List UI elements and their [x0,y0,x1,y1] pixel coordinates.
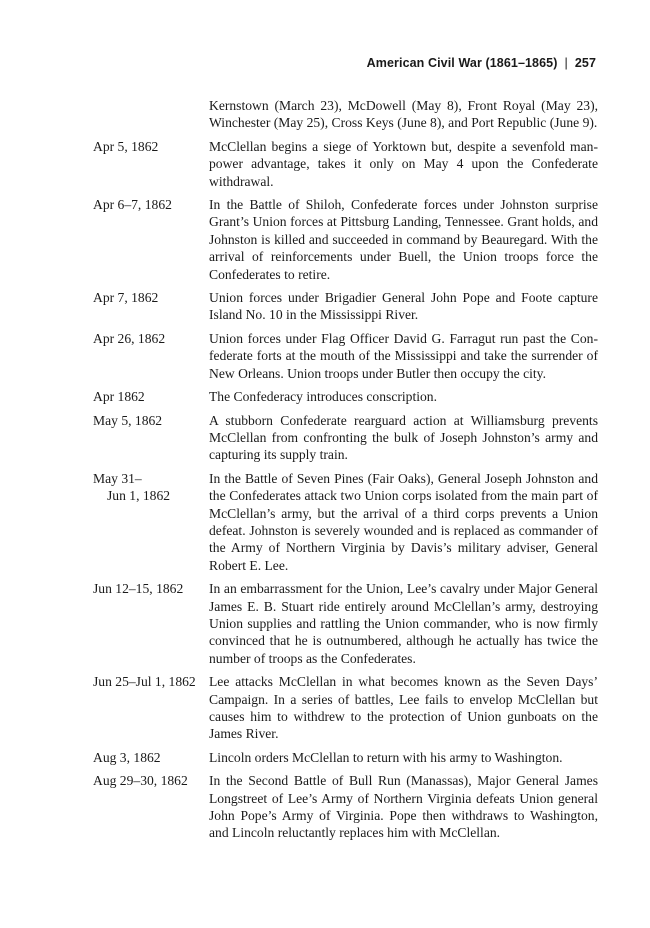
chronology-entry [93,749,598,766]
chronology-list [93,97,598,848]
entry-date-line: Aug 29–30, 1862 [93,773,188,789]
entry-description: Lee attacks McClellan in what becomes known as the Seven Days’ Campaign. In a series of battles, Lee fails to envelop McClellan but causes him to withdrew to the protection of Union gunboats on the James River. [209,674,598,742]
header-separator: | [564,56,568,70]
entry-date [93,470,209,574]
entry-date-line: Aug 3, 1862 [93,749,161,765]
chronology-entry [93,470,598,574]
entries-container [93,138,598,842]
entry-description: Union forces under Brigadier General John Pope and Foote capture Island No. 10 in the Mississippi River. [209,290,598,323]
entry-date [93,580,209,667]
entry-description: Lincoln orders McClellan to return with his army to Washington. [209,749,563,765]
chronology-entry [93,772,598,842]
chronology-entry [93,196,598,283]
entry-date-line: Jun 1, 1862 [107,488,171,504]
entry-date-line: Apr 26, 1862 [93,330,166,346]
chronology-entry [93,138,598,190]
entry-date [93,388,209,405]
entry-description: In the Battle of Shiloh, Confederate forces under Johnston surprise Grant’s Union forces at Pittsburg Landing, Tennessee. Grant holds, and Johnston is killed and succeeded in command by Beauregard. With the arrival of reinforcements under Buell, the Union troops force the Confederates to retire. [209,197,598,282]
entry-description: A stubborn Confederate rearguard action at Williamsburg prevents McClellan from confronting the bulk of Joseph Johnston’s army and capturing its supply train. [209,412,598,463]
entry-description: Union forces under Flag Officer David G. Farragut run past the Confederate forts at the mouth of the Mississippi and take the surrender of New Orleans. Union troops under Butler then occupy the city. [209,330,598,381]
entry-date-line: May 31– [93,470,142,486]
entry-date-line: Apr 5, 1862 [93,138,159,154]
entry-date [93,412,209,464]
entry-date [93,673,209,743]
entry-description: In the Second Battle of Bull Run (Manassas), Major General James Longstreet of Lee’s Army of Northern Virginia defeats Union general John Pope’s Army of Virginia. Pope then withdraws to Washington, and Lincoln reluctantly replaces him with McClellan. [209,773,598,841]
entry-date [93,772,209,842]
running-head [367,56,596,70]
chronology-entry [93,289,598,324]
continuation-text: Kernstown (March 23), McDowell (May 8), Front Royal (May 23), Winchester (May 25), Cross Keys (June 8), and Port Republic (June 9). [209,98,598,131]
chronology-entry [93,330,598,382]
chronology-entry [93,412,598,464]
entry-description: In an embarrassment for the Union, Lee’s cavalry under Major General James E. B. Stuart ride entirely around McClellan’s army, destroying Union supplies and rattling the Union commander, who is now firmly convinced that he is outnumbered, although he actually has twice the number of troops as the Confederates. [209,581,598,666]
chronology-entry [93,388,598,405]
entry-description: McClellan begins a siege of Yorktown but, despite a sevenfold manpower advantage, takes it only on May 4 upon the Confederate withdrawal. [209,138,598,189]
entry-description: In the Battle of Seven Pines (Fair Oaks), General Joseph Johnston and the Confederates attack two Union corps isolated from the main part of McClellan’s army, but the arrival of a third corps prevents a Union defeat. Johnston is severely wounded and is replaced as commander of the Army of Northern Virginia by Davis’s military adviser, General Robert E. Lee. [209,470,598,573]
chronology-entry [93,673,598,743]
entry-date-line: Apr 6–7, 1862 [93,197,172,213]
continuation-paragraph [93,97,598,132]
entry-date [93,138,209,190]
entry-date [93,330,209,382]
entry-date-line: Jun 25–Jul 1, 1862 [93,674,196,690]
page-number: 257 [574,56,596,70]
entry-date [93,749,209,766]
entry-date [93,196,209,283]
entry-date-line: May 5, 1862 [93,412,163,428]
entry-date [93,289,209,324]
entry-date-line: Apr 1862 [93,389,145,405]
running-title: American Civil War (1861–1865) [366,56,558,70]
chronology-entry [93,580,598,667]
entry-date-line: Apr 7, 1862 [93,290,159,306]
entry-description: The Confederacy introduces conscription. [209,389,437,405]
entry-date-line: Jun 12–15, 1862 [93,581,184,597]
